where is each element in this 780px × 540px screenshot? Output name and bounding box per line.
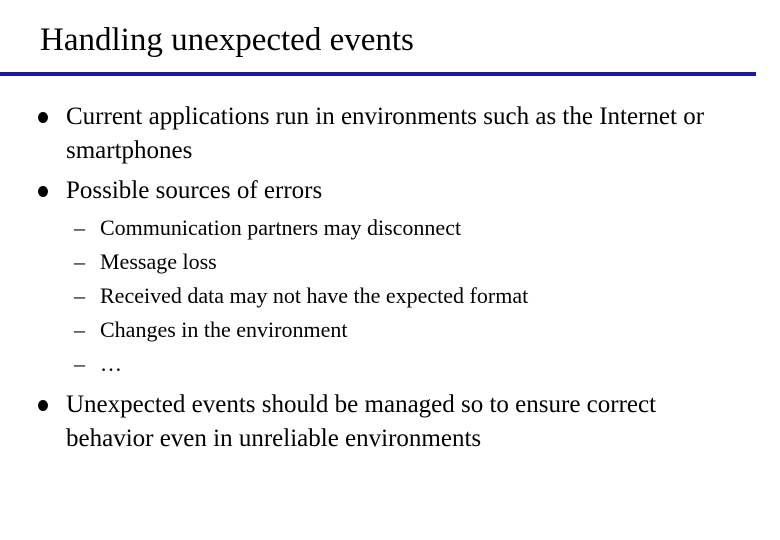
- bullet-text: Possible sources of errors: [66, 177, 323, 204]
- dash-icon: –: [74, 283, 85, 308]
- sub-bullet-text: Changes in the environment: [100, 317, 348, 342]
- slide-title: Handling unexpected events: [40, 22, 414, 58]
- sub-bullet-text: Received data may not have the expected format: [100, 283, 529, 308]
- sub-bullet-text: Message loss: [100, 249, 217, 274]
- bullet-text: Current applications run in environments such as the Internet or smartphones: [66, 103, 705, 164]
- bullet-dot-icon: [38, 400, 48, 411]
- dash-icon: –: [74, 215, 85, 240]
- bullet-text: Unexpected events should be managed so to ensure correct behavior even in unreliable environments: [66, 391, 657, 452]
- bullet-dot-icon: [38, 186, 48, 197]
- bullet-dot-icon: [38, 112, 48, 123]
- dash-icon: –: [74, 317, 85, 342]
- dash-icon: –: [74, 351, 85, 376]
- title-rule: [0, 72, 756, 76]
- sub-bullet-text: Communication partners may disconnect: [100, 215, 462, 240]
- dash-icon: –: [74, 249, 85, 274]
- sub-bullet-text: …: [100, 351, 122, 376]
